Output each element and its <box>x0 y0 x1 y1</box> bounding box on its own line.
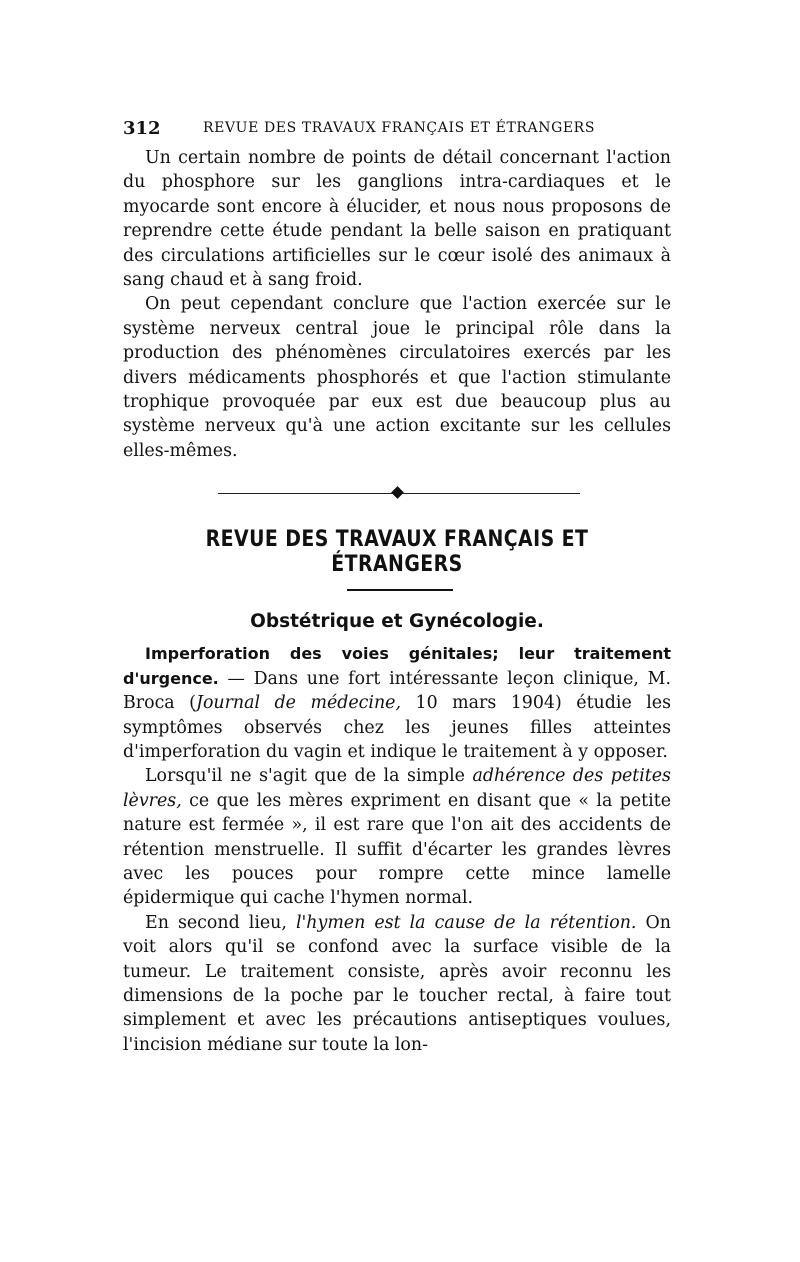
paragraph-2: On peut cependant conclure que l'action exercée sur le système nerveux central joue le principal rôle dans la production des phénomènes circulatoires exercés par les divers médicaments phosphorés et que l'action stimulante trophique provoquée par eux est due beaucoup plus au système nerveux qu'à une action excitante sur les cellules elles-mêmes. <box>123 294 671 461</box>
article-journal-citation: Journal de médecine, <box>195 693 402 714</box>
article-p2-text-a: Lorsqu'il ne s'agit que de la simple <box>145 766 473 787</box>
section-title: REVUE DES TRAVAUX FRANÇAIS ET ÉTRANGERS <box>205 527 589 578</box>
short-divider-line <box>347 589 453 591</box>
running-head <box>123 118 671 146</box>
article-p1-text-a: — Dans une fort intéressante leçon clinique, M. Broca ( <box>123 668 671 714</box>
page-number: 312 <box>123 118 161 139</box>
article-p3-text-b: On voit alors qu'il se confond avec la surface visible de la tumeur. Le traitement consiste, après avoir reconnu les dimensions de la poche par le toucher rectal, à faire tout simplement et avec les précautions antiseptiques voulues, l'incision médiane sur toute la lon- <box>123 912 671 1055</box>
ornamental-divider <box>123 463 671 517</box>
subsection-title: Obstétrique et Gynécologie. <box>250 611 544 633</box>
article-p2-italic: adhérence des petites lèvres, <box>123 766 671 811</box>
divider-line-left <box>218 493 393 494</box>
running-title: REVUE DES TRAVAUX FRANÇAIS ET ÉTRANGERS <box>203 120 596 136</box>
article-p2-text-b: ce que les mères expriment en disant que « la petite nature est fermée », il est rare que l'on ait des accidents de rétention menstruelle. Il suffit d'écarter les grandes lèvres avec les pouces pour rompre cette mince lamelle épidermique qui cache l'hymen normal. <box>123 790 671 909</box>
article-paragraph-2 <box>123 764 671 910</box>
article-paragraph-1 <box>123 642 671 764</box>
page <box>123 118 671 1057</box>
article-p3-text-a: En second lieu, <box>145 912 296 933</box>
short-divider <box>123 577 671 603</box>
article-p3-italic: l'hymen est la cause de la rétention. <box>295 912 637 933</box>
article-p1-text-b: 10 mars 1904) étudie les symptômes observés chez les jeunes filles atteintes d'imperforation du vagin et indique le traitement à y opposer. <box>123 693 672 762</box>
divider-line-right <box>402 493 580 494</box>
paragraph-1: Un certain nombre de points de détail concernant l'action du phosphore sur les ganglions intra-cardiaques et le myocarde sont encore à élucider, et nous nous proposons de reprendre cette étude pendant la belle saison en pratiquant des circulations artificielles sur le cœur isolé des animaux à sang chaud et à sang froid. <box>123 148 671 291</box>
article-heading: Imperforation des voies génitales; leur traitement d'urgence. <box>123 644 671 688</box>
article-paragraph-3 <box>123 911 671 1057</box>
